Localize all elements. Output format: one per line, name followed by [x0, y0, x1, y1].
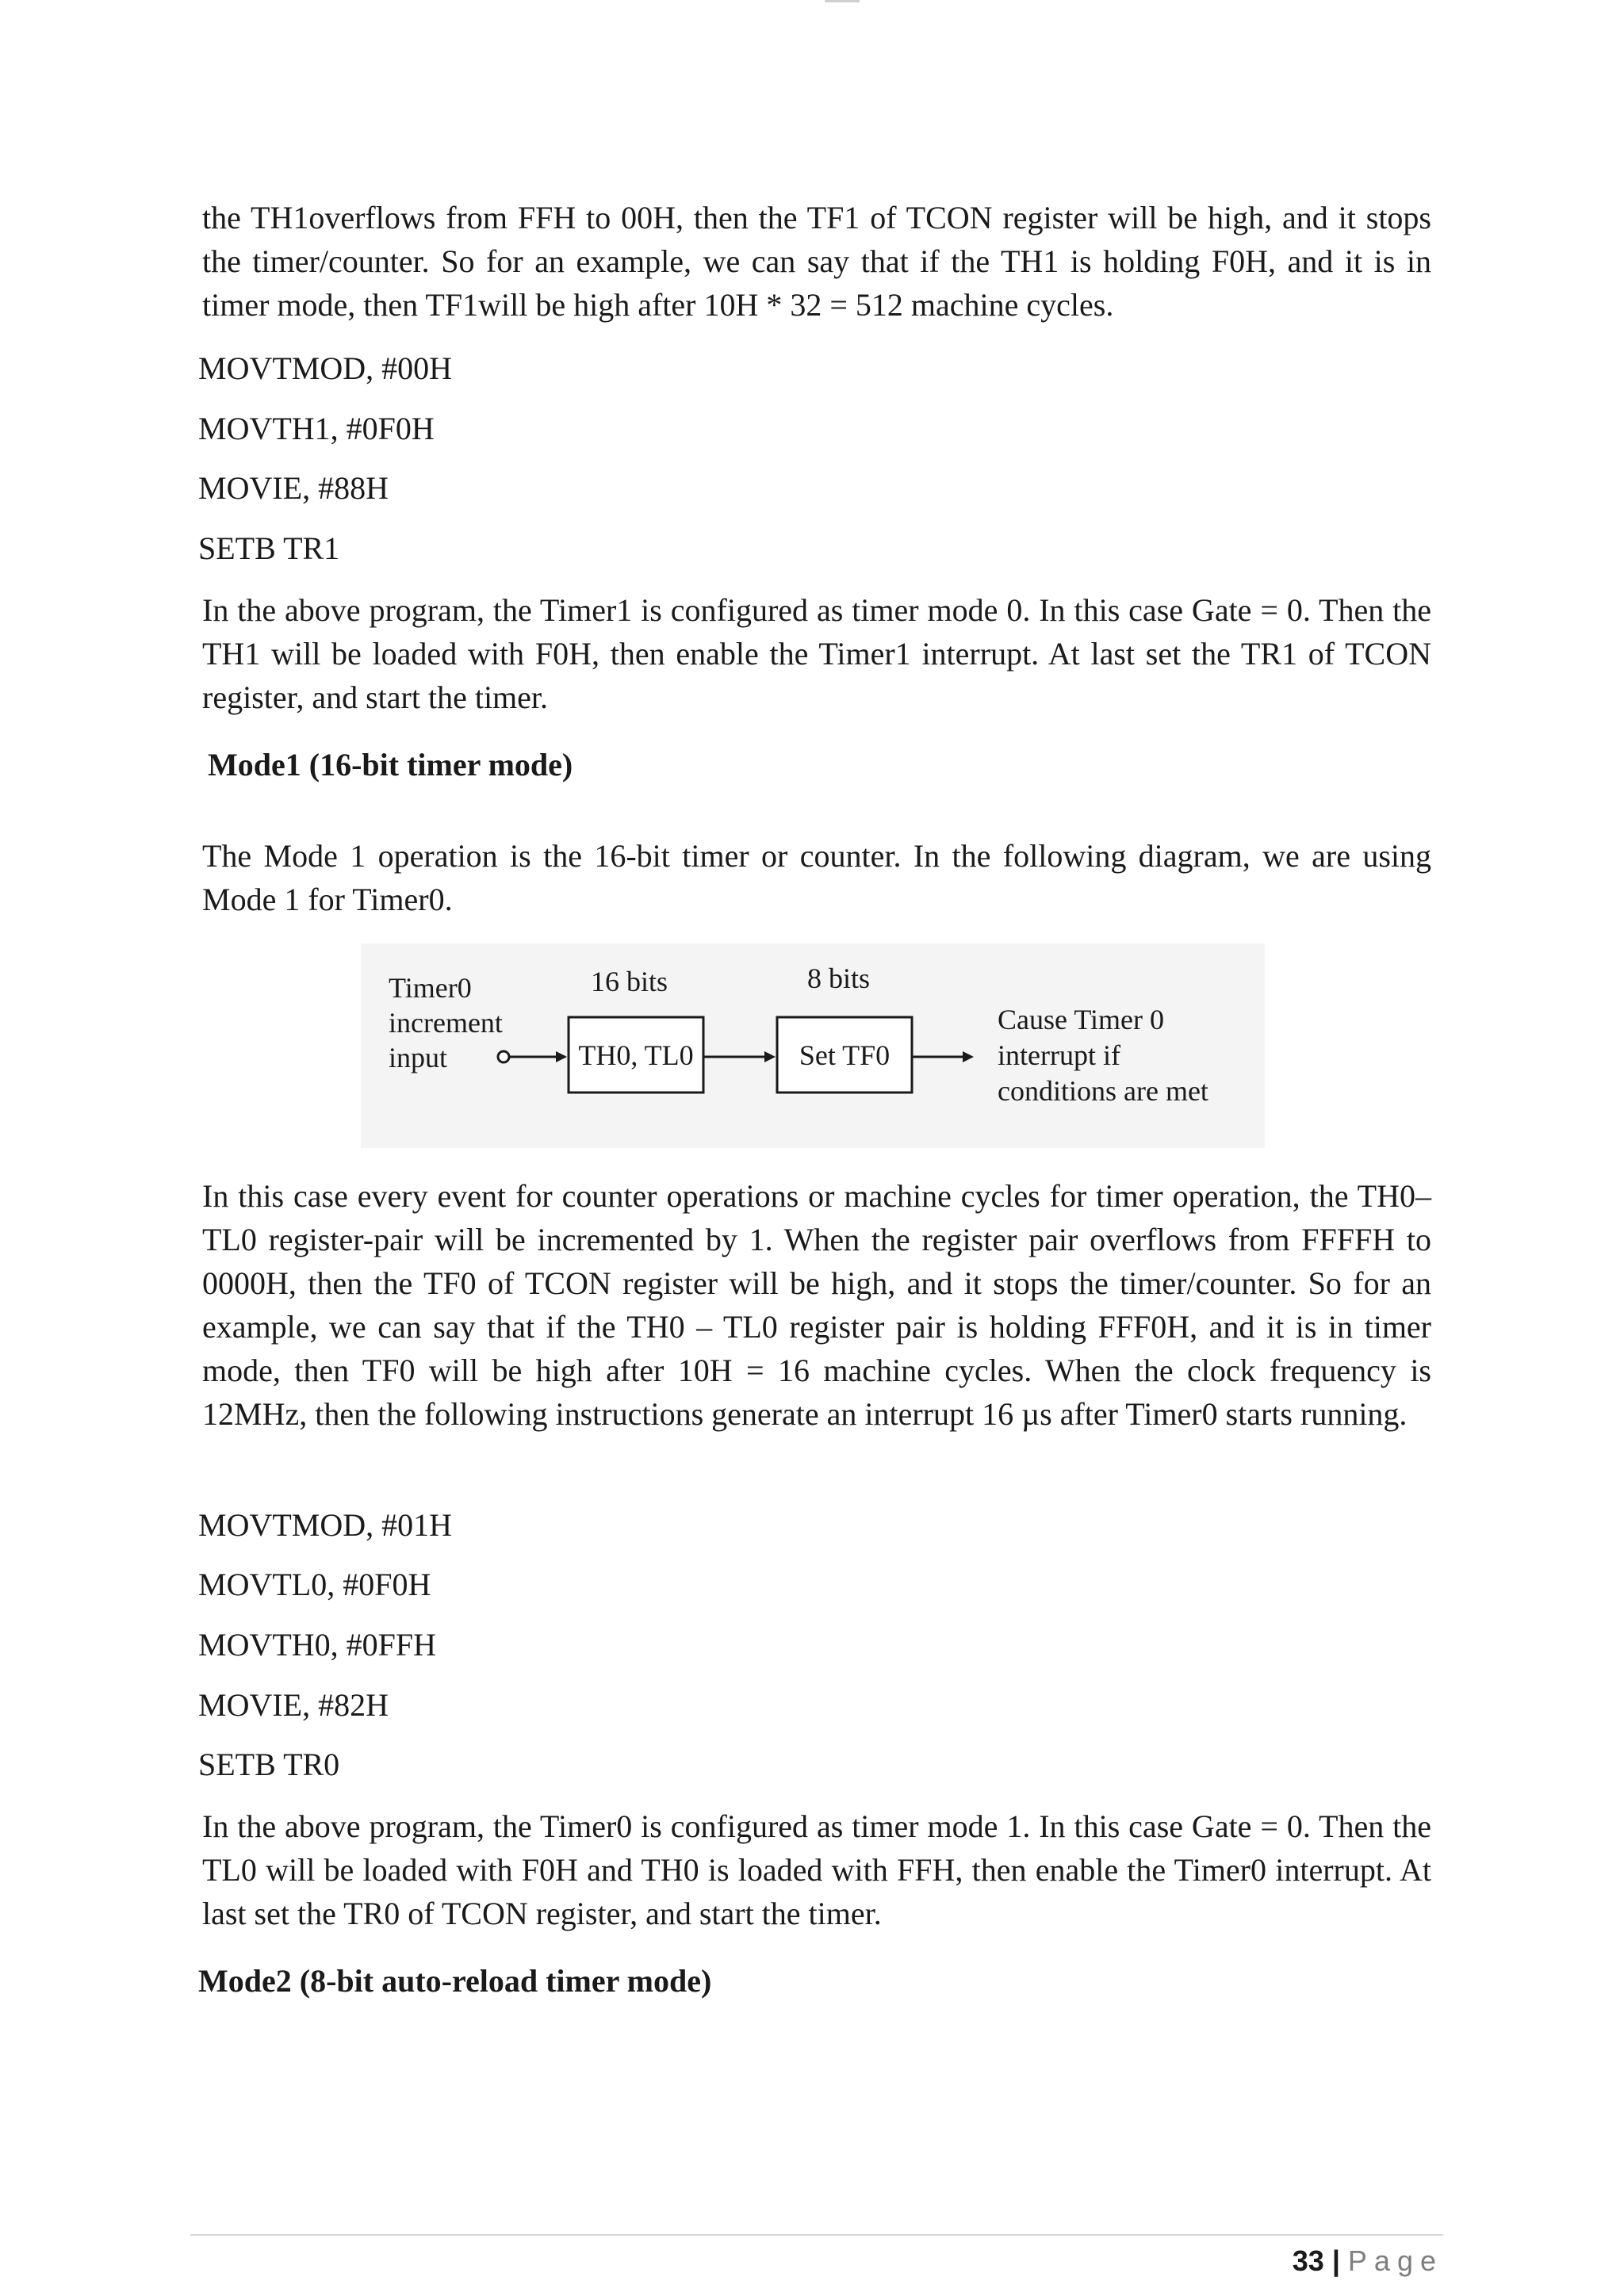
diagram-box2-width-label: 8 bits — [807, 962, 871, 994]
paragraph-mode1-intro: The Mode 1 operation is the 16-bit timer or counter. In the following diagram, we are using Mode 1 for Timer0. — [202, 838, 1431, 917]
timer0-mode1-diagram — [361, 943, 1265, 1148]
diagram-box1-label: TH0, TL0 — [578, 1039, 694, 1071]
code-line: SETB TR1 — [198, 530, 340, 566]
heading-mode2: Mode2 (8-bit auto-reload timer mode) — [198, 1963, 712, 1999]
page-footer — [1293, 2244, 1443, 2279]
paragraph-timer1-explanation: In the above program, the Timer1 is configured as timer mode 0. In this case Gate = 0. Then the TH1 will be loaded with F0H, then enable the Timer1 interrupt. At last set the TR1 of TCON register, and start the timer. — [202, 592, 1431, 715]
paragraph-th1-overflow: the TH1overflows from FFH to 00H, then the TF1 of TCON register will be high, and it stops the timer/counter. So for an example, we can say that if the TH1 is holding F0H, and it is in timer mode, then TF1will be high after 10H * 32 = 512 machine cycles. — [202, 200, 1431, 323]
diagram-input-label-line3: input — [389, 1042, 448, 1073]
code-line: SETB TR0 — [198, 1747, 340, 1782]
input-terminal-icon — [498, 1051, 509, 1062]
diagram-output-label-line3: conditions are met — [998, 1075, 1208, 1107]
diagram-input-label-line2: increment — [389, 1007, 503, 1039]
page-number: 33 — [1292, 2244, 1324, 2277]
diagram-output-label-line2: interrupt if — [998, 1039, 1120, 1071]
code-line: MOVTH1, #0F0H — [198, 411, 435, 446]
footer-divider — [190, 2234, 1443, 2236]
code-line: MOVIE, #88H — [198, 470, 389, 506]
code-line: MOVTMOD, #00H — [198, 350, 452, 386]
arrowhead-icon — [556, 1051, 567, 1062]
code-line: MOVTL0, #0F0H — [198, 1567, 431, 1602]
diagram-box1-width-label: 16 bits — [591, 966, 668, 997]
footer-separator: | — [1331, 2244, 1340, 2277]
top-scan-mark — [825, 0, 860, 2]
code-line: MOVTH0, #0FFH — [198, 1627, 437, 1663]
diagram-box2-label: Set TF0 — [799, 1039, 891, 1071]
diagram-input-label-line1: Timer0 — [389, 972, 472, 1004]
paragraph-timer0-explanation: In the above program, the Timer0 is configured as timer mode 1. In this case Gate = 0. Then the TL0 will be loaded with F0H and TH0 is loaded with FFH, then enable the Timer0 interrupt. At last set the TR0 of TCON register, and start the timer. — [202, 1808, 1431, 1931]
heading-mode1: Mode1 (16-bit timer mode) — [208, 747, 573, 783]
page-word: Page — [1347, 2244, 1443, 2277]
code-line: MOVTMOD, #01H — [198, 1507, 452, 1543]
arrowhead-icon — [963, 1051, 974, 1062]
code-line: MOVIE, #82H — [198, 1687, 389, 1723]
arrowhead-icon — [764, 1051, 776, 1062]
diagram-output-label-line1: Cause Timer 0 — [998, 1004, 1165, 1035]
paragraph-mode1-detail: In this case every event for counter operations or machine cycles for timer operation, the TH0– TL0 register-pair will be incremented by 1. When the register pair overflows from FFFFH to 0000H, then the TF0 of TCON register will be high, and it stops the timer/counter. So for an example, we can say that if the TH0 – TL0 register pair is holding FFF0H, and it is in timer mode, then TF0 will be high after 10H = 16 machine cycles. When the clock frequency is 12MHz, then the following instructions generate an interrupt 16 µs after Timer0 starts running. — [202, 1178, 1431, 1432]
